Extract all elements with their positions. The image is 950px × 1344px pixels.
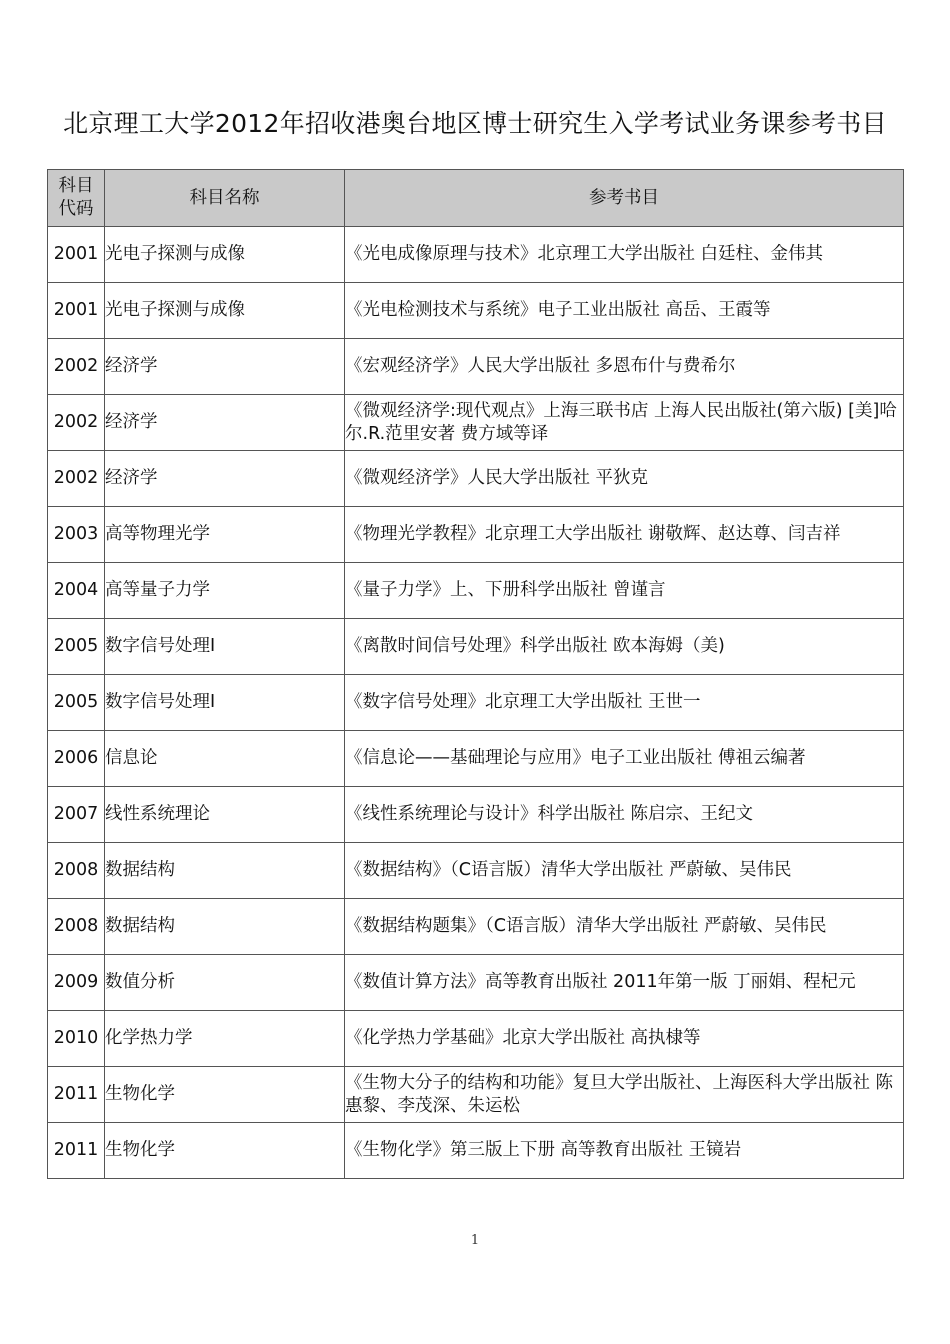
reference-book-table <box>47 169 904 1179</box>
table-row <box>48 227 904 283</box>
table-row <box>48 731 904 787</box>
reference-book-cell: 《宏观经济学》人民大学出版社 多恩布什与费希尔 <box>345 339 904 395</box>
reference-book-cell: 《化学热力学基础》北京大学出版社 高执棣等 <box>345 1011 904 1067</box>
reference-book-cell: 《信息论——基础理论与应用》电子工业出版社 傅祖云编著 <box>345 731 904 787</box>
subject-name-cell: 线性系统理论 <box>105 787 345 843</box>
subject-name-cell: 高等物理光学 <box>105 507 345 563</box>
subject-name-cell: 数字信号处理Ⅰ <box>105 619 345 675</box>
subject-code-cell: 2004 <box>48 563 105 619</box>
table-row <box>48 787 904 843</box>
reference-book-cell: 《光电成像原理与技术》北京理工大学出版社 白廷柱、金伟其 <box>345 227 904 283</box>
reference-book-cell: 《离散时间信号处理》科学出版社 欧本海姆（美) <box>345 619 904 675</box>
header-subject-code <box>48 170 105 227</box>
subject-name-cell: 经济学 <box>105 339 345 395</box>
reference-book-cell: 《物理光学教程》北京理工大学出版社 谢敬辉、赵达尊、闫吉祥 <box>345 507 904 563</box>
table-row <box>48 1011 904 1067</box>
subject-name-cell: 化学热力学 <box>105 1011 345 1067</box>
subject-name-cell: 生物化学 <box>105 1067 345 1123</box>
table-row <box>48 563 904 619</box>
reference-book-cell: 《生物化学》第三版上下册 高等教育出版社 王镜岩 <box>345 1123 904 1179</box>
reference-book-cell: 《微观经济学》人民大学出版社 平狄克 <box>345 451 904 507</box>
reference-book-cell: 《量子力学》上、下册科学出版社 曾谨言 <box>345 563 904 619</box>
table-row <box>48 395 904 451</box>
subject-code-cell: 2008 <box>48 843 105 899</box>
subject-code-cell: 2006 <box>48 731 105 787</box>
subject-code-cell: 2002 <box>48 451 105 507</box>
table-header-row <box>48 170 904 227</box>
subject-code-cell: 2001 <box>48 283 105 339</box>
table-row <box>48 1067 904 1123</box>
table-row <box>48 619 904 675</box>
subject-name-cell: 生物化学 <box>105 1123 345 1179</box>
reference-book-cell: 《数据结构题集》（C语言版）清华大学出版社 严蔚敏、吴伟民 <box>345 899 904 955</box>
table-row <box>48 339 904 395</box>
subject-code-cell: 2005 <box>48 619 105 675</box>
reference-book-cell: 《数据结构》（C语言版）清华大学出版社 严蔚敏、吴伟民 <box>345 843 904 899</box>
subject-code-cell: 2011 <box>48 1123 105 1179</box>
subject-name-cell: 光电子探测与成像 <box>105 227 345 283</box>
subject-name-cell: 信息论 <box>105 731 345 787</box>
subject-name-cell: 经济学 <box>105 451 345 507</box>
subject-code-cell: 2003 <box>48 507 105 563</box>
subject-code-cell: 2002 <box>48 339 105 395</box>
subject-name-cell: 数据结构 <box>105 899 345 955</box>
table-row <box>48 507 904 563</box>
subject-code-cell: 2011 <box>48 1067 105 1123</box>
subject-code-cell: 2010 <box>48 1011 105 1067</box>
reference-book-cell: 《数值计算方法》高等教育出版社 2011年第一版 丁丽娟、程杞元 <box>345 955 904 1011</box>
header-reference-book: 参考书目 <box>345 170 904 227</box>
subject-name-cell: 数值分析 <box>105 955 345 1011</box>
subject-code-cell: 2005 <box>48 675 105 731</box>
table-row <box>48 675 904 731</box>
table-row <box>48 899 904 955</box>
subject-name-cell: 数据结构 <box>105 843 345 899</box>
page-number: 1 <box>470 1233 480 1248</box>
header-code-line1: 科目 <box>58 176 94 197</box>
subject-code-cell: 2007 <box>48 787 105 843</box>
subject-name-cell: 光电子探测与成像 <box>105 283 345 339</box>
reference-book-cell: 《光电检测技术与系统》电子工业出版社 高岳、王霞等 <box>345 283 904 339</box>
header-subject-name: 科目名称 <box>105 170 345 227</box>
table-row <box>48 955 904 1011</box>
reference-book-cell: 《数字信号处理》北京理工大学出版社 王世一 <box>345 675 904 731</box>
table-row <box>48 843 904 899</box>
subject-code-cell: 2002 <box>48 395 105 451</box>
header-code-line2: 代码 <box>58 199 94 219</box>
subject-name-cell: 高等量子力学 <box>105 563 345 619</box>
reference-book-cell: 《生物大分子的结构和功能》复旦大学出版社、上海医科大学出版社 陈惠黎、李茂深、朱运松 <box>345 1067 904 1123</box>
subject-code-cell: 2001 <box>48 227 105 283</box>
reference-book-cell: 《微观经济学:现代观点》上海三联书店 上海人民出版社(第六版) [美]哈尔.R.范里安著 费方域等译 <box>345 395 904 451</box>
table-row <box>48 283 904 339</box>
subject-name-cell: 经济学 <box>105 395 345 451</box>
table-row <box>48 451 904 507</box>
subject-code-cell: 2009 <box>48 955 105 1011</box>
reference-book-cell: 《线性系统理论与设计》科学出版社 陈启宗、王纪文 <box>345 787 904 843</box>
subject-code-cell: 2008 <box>48 899 105 955</box>
page-title: 北京理工大学2012年招收港奥台地区博士研究生入学考试业务课参考书目 <box>63 109 887 138</box>
subject-name-cell: 数字信号处理Ⅰ <box>105 675 345 731</box>
table-row <box>48 1123 904 1179</box>
